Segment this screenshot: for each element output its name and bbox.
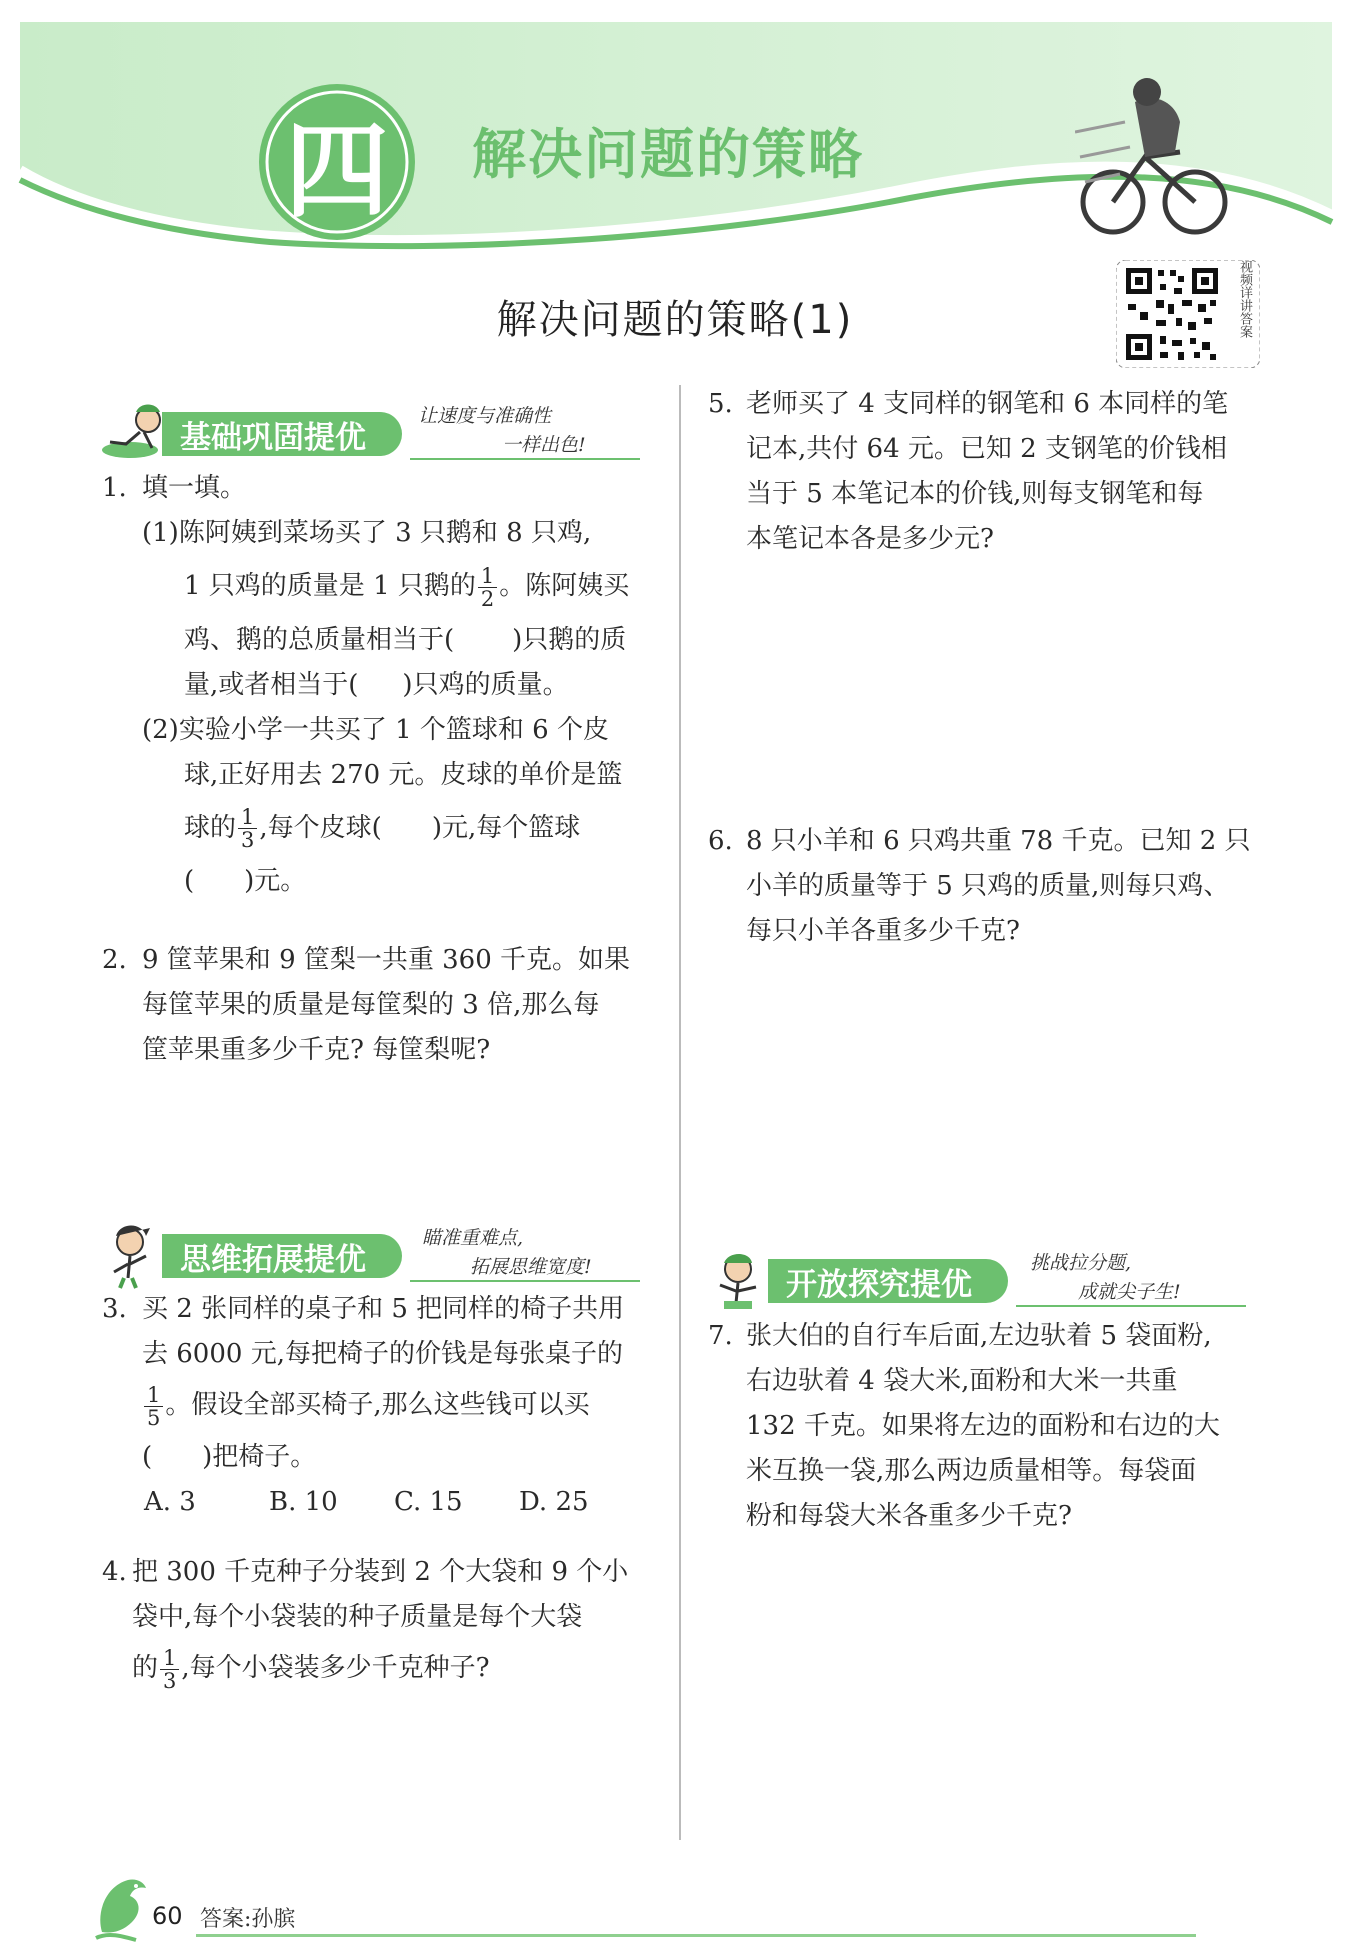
question-4 [102, 1550, 662, 1692]
section-header-open [706, 1245, 1266, 1315]
slogan-line: 拓展思维宽度! [470, 1256, 592, 1278]
text-segment: ( [184, 866, 195, 896]
question-7 [708, 1314, 1268, 1539]
footer-line [196, 1934, 1196, 1937]
text-line: 每筐苹果的质量是每筐梨的 3 倍,那么每 [142, 990, 600, 1020]
text-segment: 。假设全部买椅子,那么这些钱可以买 [165, 1390, 590, 1420]
question-text: 填一填。 [142, 473, 247, 503]
mascot-thinker-icon [100, 1220, 170, 1290]
slogan-line: 挑战拉分题, [1030, 1252, 1132, 1274]
page-number: 60 [152, 1902, 183, 1930]
text-line: 去 6000 元,每把椅子的价钱是每张桌子的 [142, 1339, 623, 1369]
answer-options [144, 1480, 662, 1525]
text-segment: )只鹅的质 [512, 624, 627, 655]
text-line: 筐苹果重多少千克? 每筐梨呢? [142, 1035, 491, 1065]
option-a[interactable]: A. 3 [144, 1486, 196, 1517]
text-line: 9 筐苹果和 9 筐梨一共重 360 千克。如果 [142, 945, 631, 975]
fraction [238, 806, 257, 851]
question-3 [102, 1287, 662, 1525]
text-line: 每只小羊各重多少千克? [746, 916, 1020, 946]
text-line: 1 只鸡的质量是 1 只鹅的 [184, 571, 476, 601]
fraction-numerator: 1 [160, 1647, 179, 1670]
text-line-with-fraction [184, 806, 662, 852]
chapter-title: 解决问题的策略 [472, 123, 864, 186]
section-header-basic [100, 398, 660, 468]
slogan-line: 成就尖子生! [1078, 1281, 1181, 1303]
question-1-part-1 [142, 511, 662, 556]
text-line: 当于 5 本笔记本的价钱,则每支钢笔和每 [746, 479, 1204, 509]
text-line [184, 618, 662, 663]
question-number: 6. [708, 826, 733, 856]
option-d[interactable]: D. 25 [519, 1486, 589, 1517]
text-line: 8 只小羊和 6 只鸡共重 78 千克。已知 2 只 [746, 826, 1251, 856]
section-slogan-thinking [422, 1224, 622, 1282]
section-tag-basic: 基础巩固提优 [162, 412, 402, 456]
question-2 [102, 938, 662, 1073]
text-line: 袋中,每个小袋装的种子质量是每个大袋 [132, 1602, 583, 1632]
text-segment: )元,每个篮球 [431, 812, 581, 843]
question-number: 7. [708, 1321, 733, 1351]
qr-caption: 视频详讲答案 [1237, 260, 1252, 338]
column-divider [679, 385, 681, 1840]
section-underline [410, 1280, 640, 1282]
text-line: 实验小学一共买了 1 个篮球和 6 个皮 [178, 714, 609, 745]
section-header-thinking [100, 1220, 660, 1290]
text-segment: )元。 [244, 866, 307, 896]
fraction [478, 565, 497, 610]
lesson-title: 解决问题的策略(1) [496, 297, 854, 343]
question-number: 5. [708, 389, 733, 419]
section-underline [410, 458, 640, 460]
question-1 [102, 466, 662, 904]
text-line: 米互换一袋,那么两边质量相等。每袋面 [746, 1456, 1197, 1486]
text-line: 132 千克。如果将左边的面粉和右边的大 [746, 1411, 1220, 1441]
part-label: (2) [142, 714, 179, 745]
slogan-line: 瞄准重难点, [422, 1227, 524, 1249]
text-segment: )把椅子。 [202, 1441, 317, 1472]
section-tag-open: 开放探究提优 [768, 1259, 1008, 1303]
fraction-denominator: 3 [163, 1668, 177, 1693]
text-line-with-fraction [142, 1383, 662, 1429]
section-slogan-open [1030, 1249, 1230, 1307]
text-line: 球,正好用去 270 元。皮球的单价是篮 [184, 759, 623, 790]
question-number: 3. [102, 1294, 127, 1324]
text-segment: ( [142, 1441, 153, 1472]
question-5 [708, 382, 1268, 562]
dolphin-icon [92, 1872, 152, 1946]
text-line: 小羊的质量等于 5 只鸡的质量,则每只鸡、 [746, 871, 1230, 901]
text-line: 陈阿姨到菜场买了 3 只鹅和 8 只鸡, [178, 518, 592, 548]
text-line: 粉和每袋大米各重多少千克? [746, 1501, 1072, 1531]
fraction-denominator: 3 [241, 828, 255, 852]
text-segment: )只鸡的质量。 [402, 669, 569, 700]
question-6 [708, 819, 1268, 954]
text-line: 。陈阿姨买 [499, 571, 630, 601]
text-segment: 量,或者相当于( [184, 669, 359, 700]
option-c[interactable]: C. 15 [394, 1486, 463, 1517]
mascot-runner-icon [100, 398, 170, 468]
fraction-numerator: 1 [238, 806, 257, 829]
text-line [184, 663, 662, 708]
text-line-with-fraction [184, 564, 662, 610]
fraction-numerator: 1 [144, 1384, 163, 1407]
text-line-with-fraction [132, 1646, 662, 1692]
text-line: 买 2 张同样的桌子和 5 把同样的椅子共用 [142, 1294, 625, 1324]
chapter-number: 四 [284, 110, 389, 232]
text-segment: ,每个皮球( [259, 812, 382, 843]
section-slogan-basic [418, 402, 618, 460]
fraction-denominator: 2 [480, 586, 495, 611]
fraction [144, 1384, 163, 1429]
question-number: 2. [102, 945, 127, 975]
fraction-denominator: 5 [147, 1405, 161, 1430]
cyclist-illustration [1075, 62, 1235, 252]
text-segment: 球的 [184, 812, 237, 843]
section-underline [1016, 1305, 1246, 1307]
text-line [184, 859, 662, 904]
text-line: 老师买了 4 支同样的钢笔和 6 本同样的笔 [746, 389, 1229, 419]
fraction [160, 1647, 179, 1692]
fraction-numerator: 1 [478, 565, 497, 588]
slogan-line: 让速度与准确性 [418, 405, 552, 427]
text-segment: 鸡、鹅的总质量相当于( [184, 624, 455, 655]
answer-label: 答案:孙膑 [200, 1907, 296, 1932]
option-b[interactable]: B. 10 [269, 1486, 338, 1517]
text-line: 右边驮着 4 袋大米,面粉和大米一共重 [746, 1366, 1178, 1396]
text-line: 本笔记本各是多少元? [746, 524, 994, 554]
part-label: (1) [142, 518, 179, 548]
text-line: 记本,共付 64 元。已知 2 支钢笔的价钱相 [746, 434, 1227, 464]
question-1-part-2 [142, 708, 662, 753]
text-segment: 的 [132, 1653, 159, 1683]
text-line [142, 1435, 662, 1480]
question-number: 4. [102, 1557, 127, 1587]
slogan-line: 一样出色! [502, 434, 586, 456]
section-tag-thinking: 思维拓展提优 [162, 1234, 402, 1278]
mascot-explorer-icon [706, 1245, 776, 1315]
text-line: 把 300 千克种子分装到 2 个大袋和 9 个小 [132, 1557, 629, 1587]
question-number: 1. [102, 473, 127, 503]
text-segment: ,每个小袋装多少千克种子? [181, 1653, 490, 1683]
text-line: 张大伯的自行车后面,左边驮着 5 袋面粉, [746, 1321, 1212, 1351]
